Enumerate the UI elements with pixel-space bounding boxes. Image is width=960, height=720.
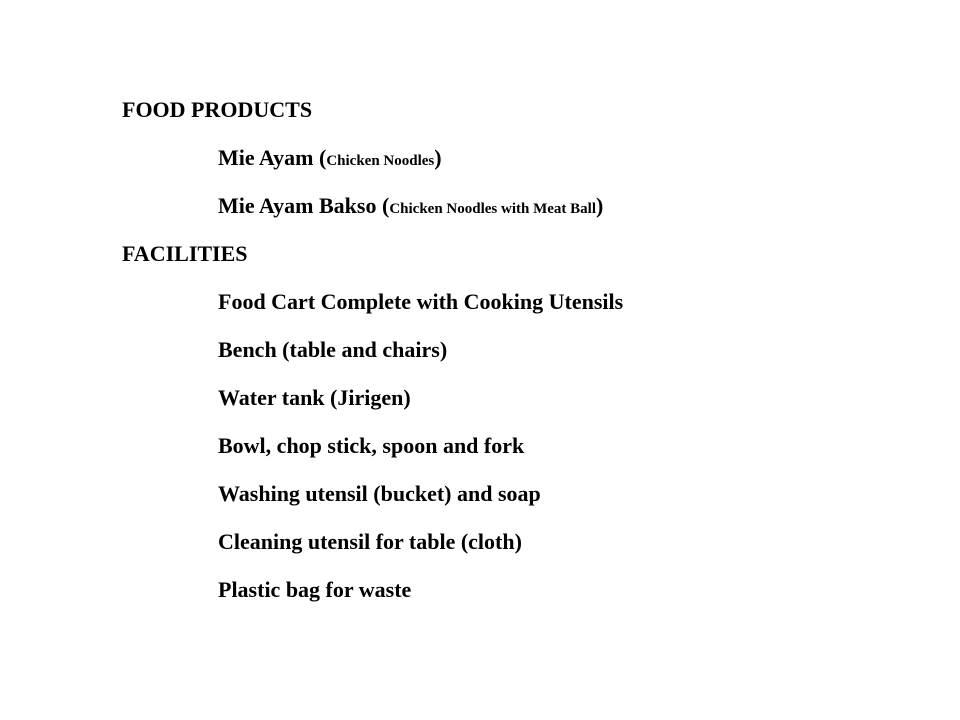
list-item: Cleaning utensil for table (cloth) bbox=[218, 529, 522, 554]
list-item: Food Cart Complete with Cooking Utensils bbox=[218, 289, 624, 314]
list-item: Plastic bag for waste bbox=[218, 577, 412, 602]
item-main-text: Mie Ayam ( bbox=[218, 145, 327, 170]
item-main-text: Mie Ayam Bakso ( bbox=[218, 193, 390, 218]
list-item: Bowl, chop stick, spoon and fork bbox=[218, 433, 525, 458]
section-heading-food-products: FOOD PRODUCTS bbox=[122, 97, 313, 122]
list-item: Water tank (Jirigen) bbox=[218, 385, 411, 410]
list-item: Bench (table and chairs) bbox=[218, 337, 448, 362]
section-heading-facilities: FACILITIES bbox=[122, 241, 248, 266]
item-translation: Chicken Noodles bbox=[326, 153, 435, 169]
list-item-mie-ayam-bakso bbox=[218, 193, 603, 222]
list-item: Washing utensil (bucket) and soap bbox=[218, 481, 541, 506]
item-close-paren: ) bbox=[595, 193, 604, 218]
item-translation: Chicken Noodles with Meat Ball bbox=[389, 201, 596, 217]
item-close-paren: ) bbox=[434, 145, 442, 170]
list-item-mie-ayam bbox=[218, 145, 442, 174]
